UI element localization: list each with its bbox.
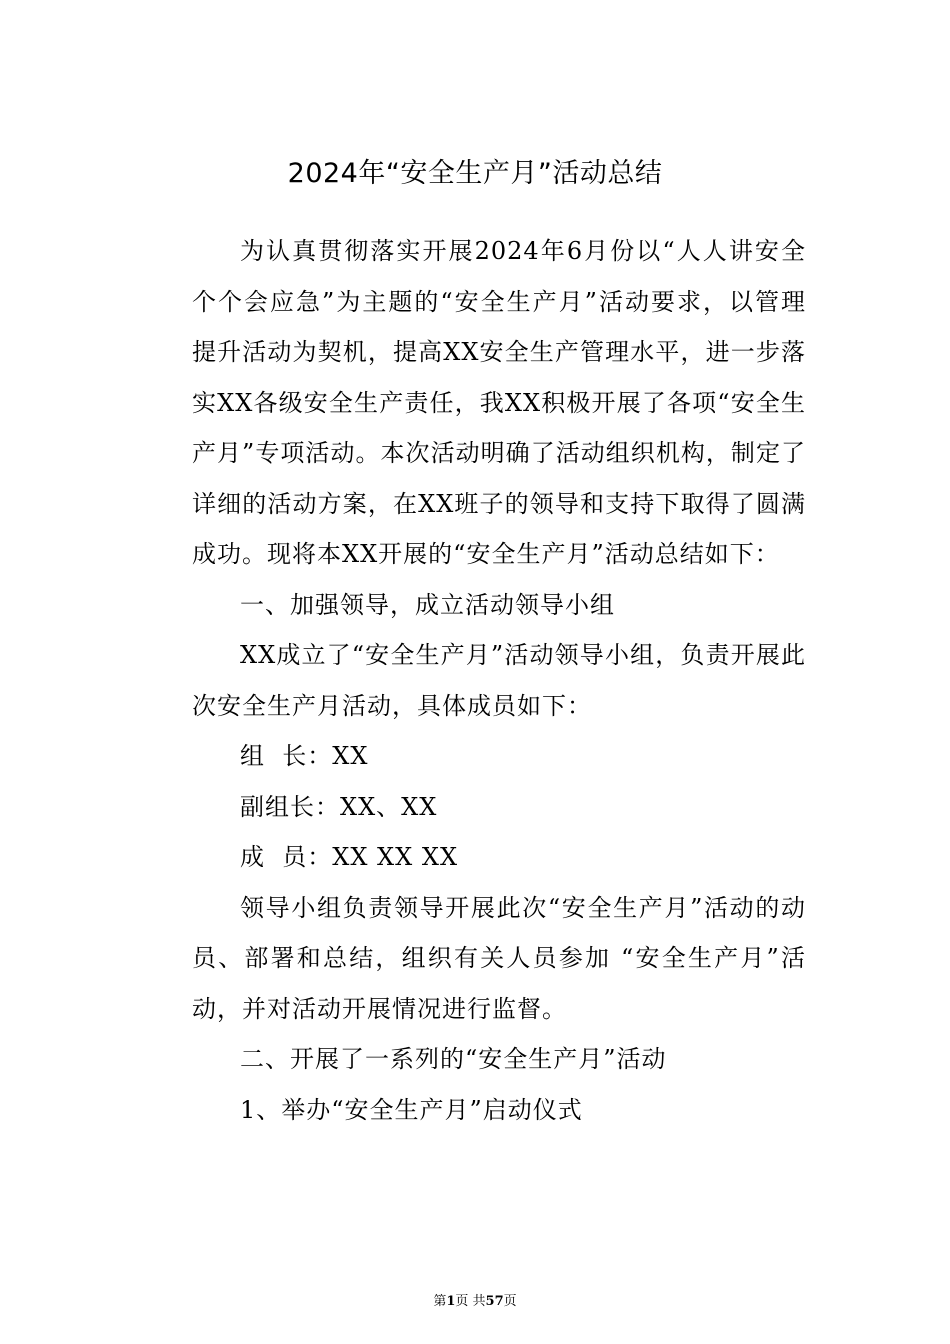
- footer-current-page: 1: [446, 1294, 456, 1309]
- footer-suffix: 页: [503, 1294, 517, 1309]
- document-body: [192, 226, 806, 1135]
- section-heading-1: 一、加强领导，成立活动领导小组: [240, 590, 615, 619]
- page-footer: [0, 1292, 950, 1312]
- footer-middle: 页 共: [455, 1294, 486, 1309]
- paragraph-intro: 为认真贯彻落实开展2024年6月份以“人人讲安全 个个会应急”为主题的“安全生产月”活动要求，以管理提升活动为契机，提高XX安全生产管理水平，进一步落实XX各级安全生产责任，我XX积极开展了各项“安全生产月”专项活动。本次活动明确了活动组织机构，制定了详细的活动方案，在XX班子的领导和支持下取得了圆满成功。现将本XX开展的“安全生产月”活动总结如下：: [192, 237, 806, 568]
- team-leader-line: 组 长：XX: [240, 742, 369, 770]
- subsection-heading-1: 1、举办“安全生产月”启动仪式: [240, 1095, 583, 1124]
- document-title: 2024年“安全生产月”活动总结: [287, 158, 663, 189]
- paragraph-team-duty: 领导小组负责领导开展此次“安全生产月”活动的动员、部署和总结，组织有关人员参加 “安全生产月”活动，并对活动开展情况进行监督。: [192, 893, 806, 1023]
- footer-total-pages: 57: [485, 1294, 504, 1309]
- paragraph-team-intro: XX成立了“安全生产月”活动领导小组，负责开展此次安全生产月活动，具体成员如下：: [192, 641, 806, 720]
- team-deputy-line: 副组长：XX、XX: [240, 792, 438, 821]
- footer-prefix: 第: [433, 1294, 447, 1309]
- team-members-line: 成 员：XX XX XX: [240, 843, 459, 871]
- section-heading-2: 二、开展了一系列的“安全生产月”活动: [240, 1045, 667, 1073]
